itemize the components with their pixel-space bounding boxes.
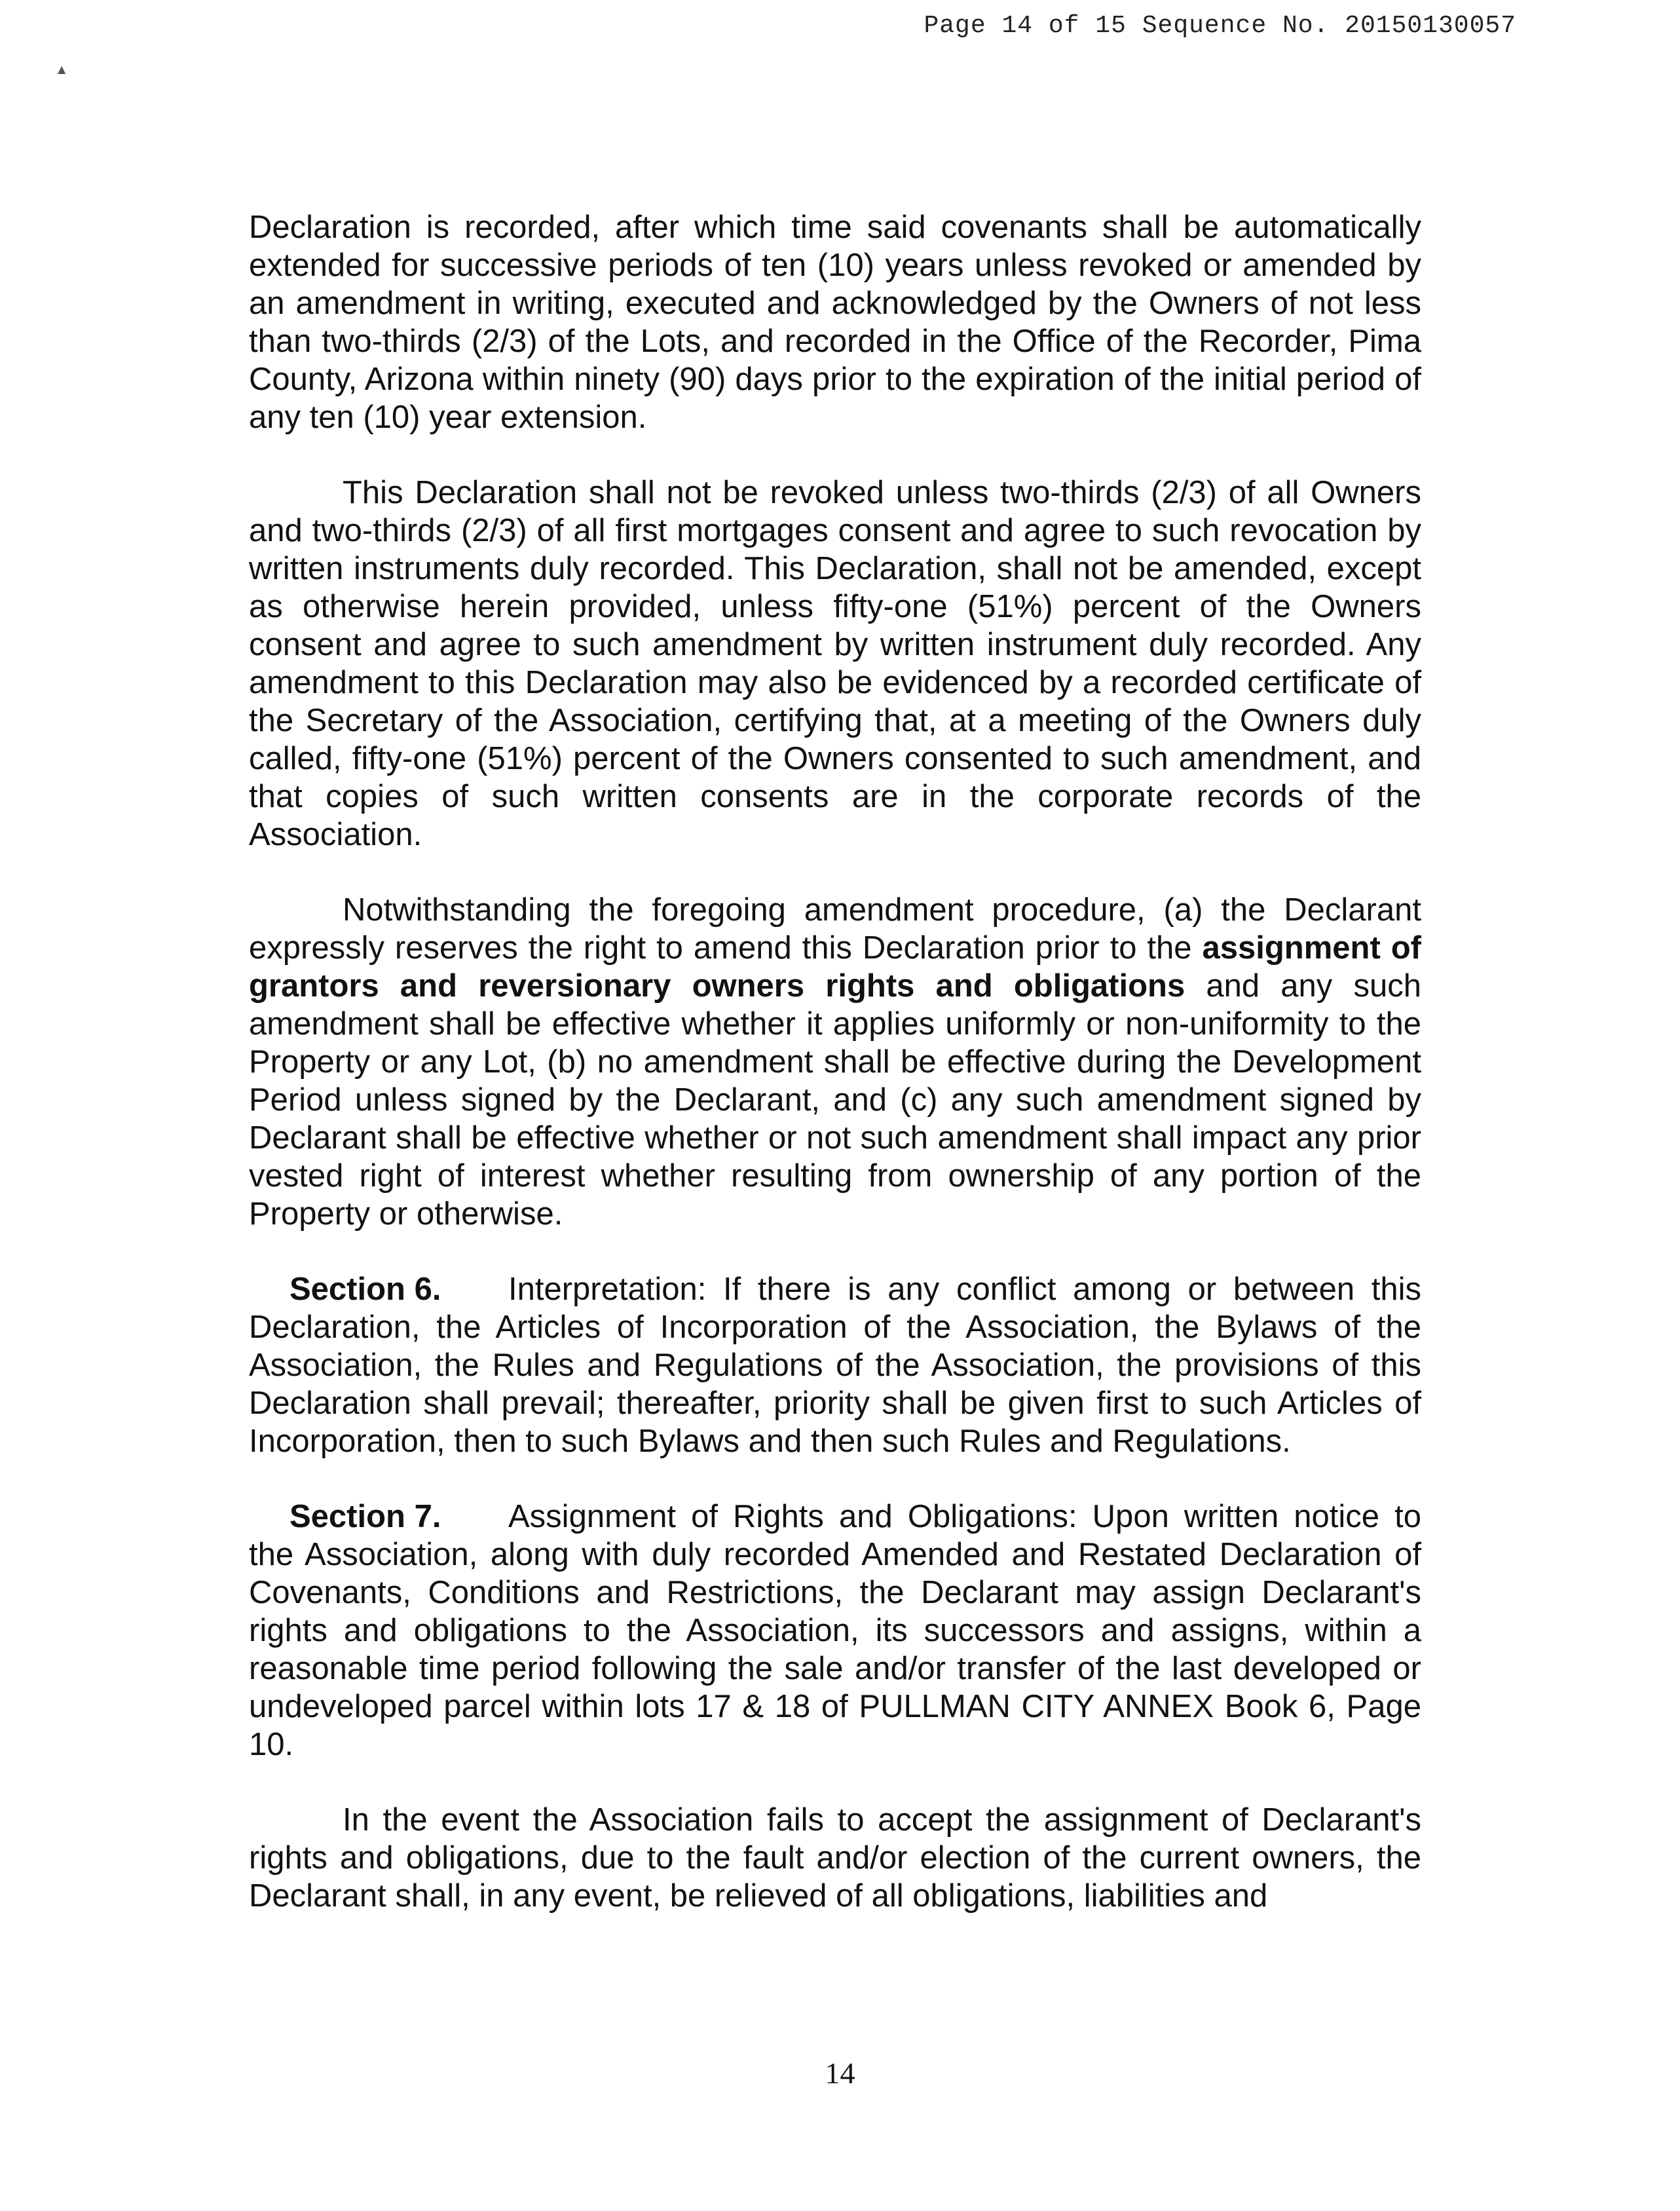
- section-7-text: Assignment of Rights and Obligations: Upon written notice to the Association, along with duly recorded Amended and Restated Declaration of Covenants, Conditions and Restrictions, the Declarant may assign Declarant's rights and obligations to the Association, its successors and assigns, within a reasonable time period following the sale and/or transfer of the last developed or undeveloped parcel within lots 17 & 18 of PULLMAN CITY ANNEX Book 6, Page 10.: [249, 1499, 1421, 1762]
- section-6-label: Section 6.: [289, 1272, 441, 1307]
- scan-speck: ▲: [58, 63, 66, 75]
- paragraph-revocation: This Declaration shall not be revoked unless two-thirds (2/3) of all Owners and two-thirds (2/3) of all first mortgages consent and agree to such revocation by written instruments duly recorded. This Declaration, shall not be amended, except as otherwise herein provided, unless fifty-one (51%) percent of the Owners consent and agree to such amendment by written instrument duly recorded. Any amendment to this Declaration may also be evidenced by a recorded certificate of the Secretary of the Association, certifying that, at a meeting of the Owners duly called, fifty-one (51%) percent of the Owners consented to such amendment, and that copies of such written consents are in the corporate records of the Association.: [249, 475, 1421, 852]
- paragraph-declarant-amendment: [249, 891, 1421, 1233]
- assignment-emphasis: assignment of grantors and reversionary owners rights and obligations: [249, 930, 1421, 1004]
- section-6-text: Interpretation: If there is any conflict among or between this Declaration, the Articles of Incorporation of the Association, the Bylaws of the Association, the Rules and Regulations of the Association, the provisions of this Declaration shall prevail; thereafter, priority shall be given first to such Articles of Incorporation, then to such Bylaws and then such Rules and Regulations.: [249, 1272, 1421, 1459]
- section-6-interpretation: [249, 1270, 1421, 1460]
- page-number: 14: [825, 2056, 855, 2090]
- paragraph-declarant-amendment-lead: Notwithstanding the foregoing amendment procedure, (a) the Declarant expressly reserves the right to amend this Declaration prior to the: [249, 892, 1421, 966]
- section-7-label: Section 7.: [289, 1499, 441, 1534]
- paragraph-declarant-amendment-rest: and any such amendment shall be effective whether it applies uniformly or non-uniformity to the Property or any Lot, (b) no amendment shall be effective during the Development Period unless signed by the Declarant, and (c) any such amendment signed by Declarant shall be effective whether or not such amendment shall impact any prior vested right of interest whether resulting from ownership of any portion of the Property or otherwise.: [249, 968, 1421, 1232]
- document-body: [249, 208, 1421, 1915]
- page-sequence-header: Page 14 of 15 Sequence No. 20150130057: [924, 12, 1516, 40]
- paragraph-term-extension: Declaration is recorded, after which time said covenants shall be automatically extended for successive periods of ten (10) years unless revoked or amended by an amendment in writing, executed and acknowledged by the Owners of not less than two-thirds (2/3) of the Lots, and recorded in the Office of the Recorder, Pima County, Arizona within ninety (90) days prior to the expiration of the initial period of any ten (10) year extension.: [249, 210, 1421, 435]
- section-7-assignment: [249, 1498, 1421, 1764]
- paragraph-assignment-failure: In the event the Association fails to accept the assignment of Declarant's rights and obligations, due to the fault and/or election of the current owners, the Declarant shall, in any event, be relieved of all obligations, liabilities and: [249, 1802, 1421, 1914]
